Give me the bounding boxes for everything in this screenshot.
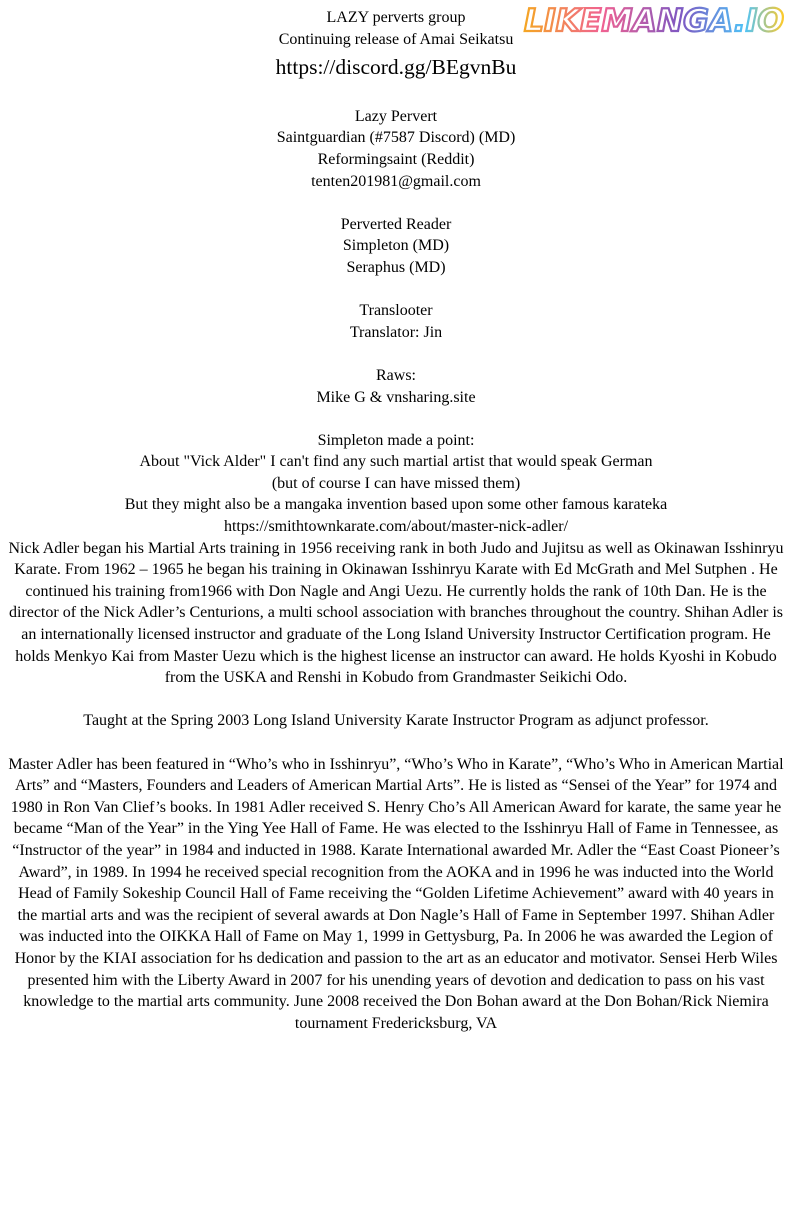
group-name: LAZY perverts group xyxy=(326,9,466,26)
note-line: But they might also be a mangaka invention based upon some other famous karateka xyxy=(124,496,668,514)
bio-paragraph: Master Adler has been featured in “Who’s who in Isshinryu”, “Who’s Who in Karate”, “Who’s Who in American Martial Arts” and “Masters, Founders and Leaders of American Martial Arts”. He is listed as “Sensei of the Year” for 1974 and 1980 in Ron Van Clief’s books. In 1981 Adler received S. Henry Cho’s All American Award for karate, the same year he became “Man of the Year” in the Ying Yee Hall of Fame. He was elected to the Isshinryu Hall of Fame in Tennessee, as “Instructor of the year” in 1984 and inducted in 1988. Karate International awarded Mr. Adler the “East Coast Pioneer’s Award”, in 1989. In 1994 he received special recognition from the AOKA and in 1996 he was inducted into the World Head of Family Sokeship Council Hall of Fame receiving the “Golden Lifetime Achievement” award with 40 years in the martial arts and was the recipient of several awards at Don Nagle’s Hall of Fame in September 1997. Shihan Adler was inducted into the OIKKA Hall of Fame on May 1, 1999 in Gettysburg, Pa. In 2006 he was awarded the Legion of Honor by the KIAI association for hs dedication and passion to the art as an educator and motivator. Sensei Herb Wiles presented him with the Liberty Award in 2007 for his unending years of devotion and dedication to pass on his vast knowledge to the martial arts community. June 2008 received the Don Bohan award at the Don Bohan/Rick Niemira tournament Fredericksburg, VA xyxy=(8,755,784,1032)
note-url[interactable]: https://smithtownkarate.com/about/master-nick-adler/ xyxy=(223,518,569,536)
lazy-pervert-line: Saintguardian (#7587 Discord) (MD) xyxy=(276,129,516,147)
credits-page xyxy=(0,7,792,1034)
perverted-reader-line: Seraphus (MD) xyxy=(346,258,446,276)
discord-link[interactable]: https://discord.gg/BEgvnBu xyxy=(275,55,517,80)
release-note: Continuing release of Amai Seikatsu xyxy=(278,30,514,48)
note-line: Simpleton made a point: xyxy=(317,431,475,449)
svg-text:LIKEMANGA.IO: LIKEMANGA.IO xyxy=(524,3,784,38)
note-line: (but of course I can have missed them) xyxy=(271,474,521,492)
raws-line: Mike G & vnsharing.site xyxy=(316,388,476,406)
bio-paragraph: Nick Adler began his Martial Arts training in 1956 receiving rank in both Judo and Jujitsu as well as Okinawan Isshinryu Karate. From 1962 – 1965 he began his training in Okinawan Isshinryu Karate with Ed McGrath and Mel Sutphen . He continued his training from1966 with Don Nagle and Angi Uezu. He currently holds the rank of 10th Dan. He is the director of the Nick Adler’s Centurions, a multi school association with branches throughout the country. Shihan Adler is an internationally licensed instructor and graduate of the Long Island University Instructor Certification program. He holds Menkyo Kai from Master Uezu which is the highest license an instructor can award. He holds Kyoshi in Kobudo from the USKA and Renshi in Kobudo from Grandmaster Seikichi Odo. xyxy=(8,539,784,687)
lazy-pervert-email: tenten201981@gmail.com xyxy=(311,172,481,190)
translooter-title: Translooter xyxy=(359,302,433,320)
perverted-reader-title: Perverted Reader xyxy=(340,215,452,233)
note-line: About "Vick Alder" I can't find any such martial artist that would speak German xyxy=(139,453,653,471)
lazy-pervert-title: Lazy Pervert xyxy=(354,107,438,125)
bio-paragraph: Taught at the Spring 2003 Long Island University Karate Instructor Program as adjunct professor. xyxy=(83,712,709,730)
lazy-pervert-line: Reformingsaint (Reddit) xyxy=(317,150,475,168)
raws-title: Raws: xyxy=(376,366,416,384)
translator-line: Translator: Jin xyxy=(349,323,443,341)
perverted-reader-line: Simpleton (MD) xyxy=(342,237,450,255)
